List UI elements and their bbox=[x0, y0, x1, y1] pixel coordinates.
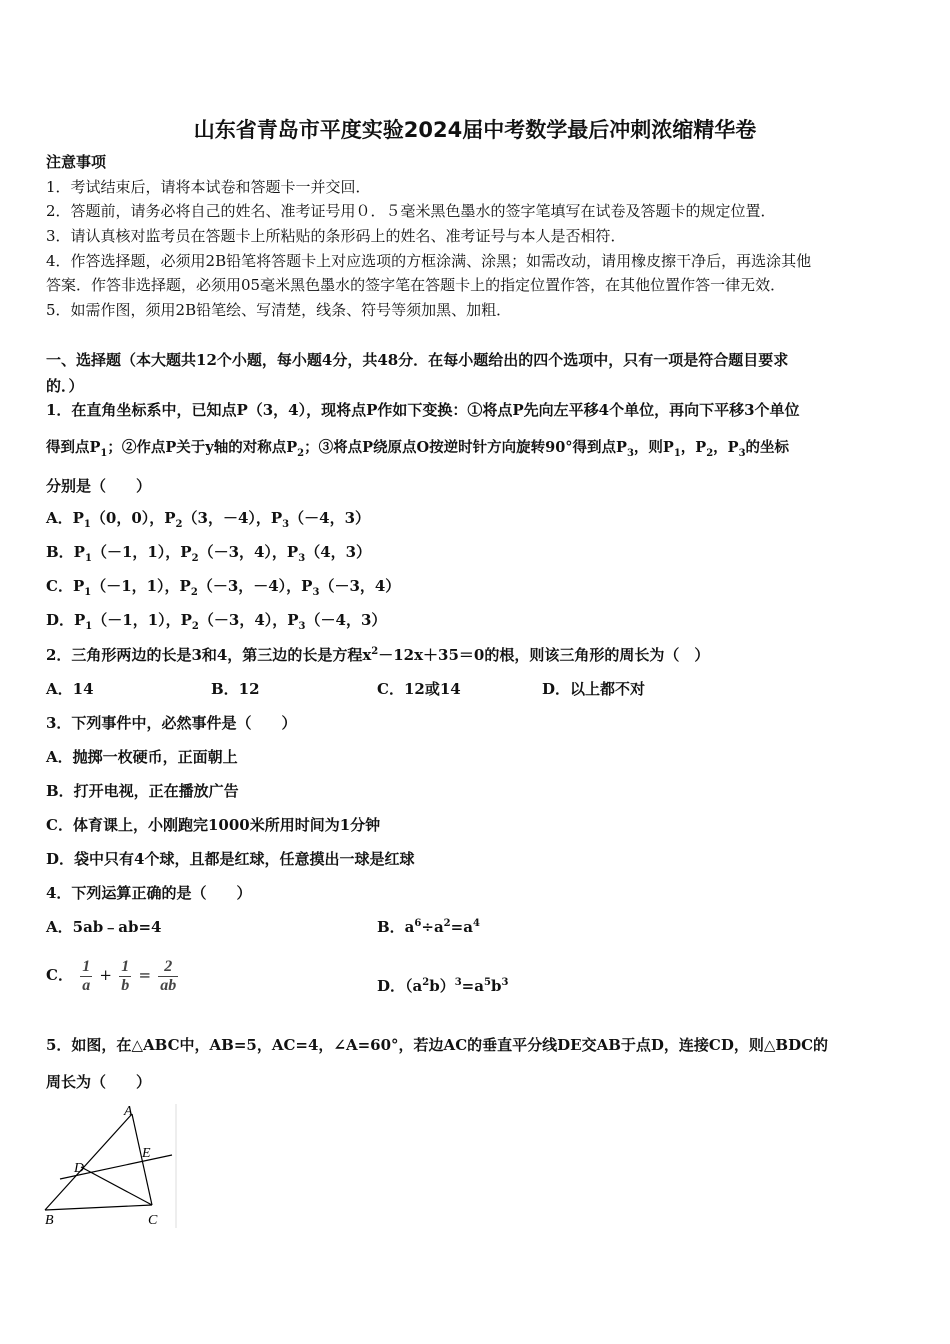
fraction-1-over-a: $\frac{1}{a}$ bbox=[82, 957, 91, 994]
q4-option-a: A．5ab﹣ab=4 bbox=[46, 918, 162, 936]
q2-option-a: A．14 bbox=[46, 680, 94, 698]
section-header-cont: 的．） bbox=[46, 377, 84, 395]
q2-option-c: C．12或14 bbox=[377, 680, 461, 698]
q4-option-d: D．$(a^2b)^3=a^5b^3$ bbox=[377, 977, 509, 995]
q1-stem-line2: 得到点$P_1$；②作点P关于y轴的对称点$P_2$；③将点P绕原点O按逆时针方向旋转90°得到点$P_3$，则$P_1$，$P_2$，$P_3$的坐标 bbox=[46, 439, 790, 459]
triangle-figure bbox=[44, 1104, 180, 1228]
q5-stem-line2: 周长为（ ） bbox=[46, 1073, 152, 1091]
label-d: D bbox=[74, 1161, 85, 1176]
q4-option-b: B．$a^6\div a^2=a^4$ bbox=[377, 918, 480, 936]
label-b: B bbox=[45, 1213, 54, 1228]
notice-item-5: 5．如需作图，须用2B铅笔绘、写清楚，线条、符号等须加黑、加粗． bbox=[46, 301, 512, 319]
label-c: C bbox=[148, 1213, 158, 1228]
segment-ab bbox=[45, 1114, 132, 1210]
section-header: 一、选择题（本大题共12个小题，每小题4分，共48分．在每小题给出的四个选项中，只有一项是符合题目要求 bbox=[46, 351, 789, 369]
q1-option-a: A．$P_1(0$，0），$P_2(3$，－4），$P_3(-4$，3） bbox=[46, 509, 371, 530]
notice-item-4: 4．作答选择题，必须用2B铅笔将答题卡上对应选项的方框涂满、涂黑；如需改动，请用橡皮擦干净后，再选涂其他 bbox=[46, 252, 812, 270]
segment-cd bbox=[81, 1167, 152, 1205]
q3-option-c: C．体育课上，小刚跑完1000米所用时间为1分钟 bbox=[46, 816, 381, 834]
notice-item-4-cont: 答案．作答非选择题，必须用05毫米黑色墨水的签字笔在答题卡上的指定位置作答，在其他位置作答一律无效． bbox=[46, 276, 786, 294]
q3-stem: 3．下列事件中，必然事件是（ ） bbox=[46, 714, 297, 732]
label-e: E bbox=[142, 1146, 151, 1161]
q3-option-d: D．袋中只有4个球，且都是红球，任意摸出一球是红球 bbox=[46, 850, 415, 868]
q2-stem: 2．三角形两边的长是3和4，第三边的长是方程$x^2-12x+35=0$的根，则该三角形的周长为（ ） bbox=[46, 646, 710, 664]
q3-option-b: B．打开电视，正在播放广告 bbox=[46, 782, 239, 800]
q2-option-b: B．12 bbox=[211, 680, 260, 698]
q5-stem-line1: 5．如图，在△ABC中，AB=5，AC=4，∠A=60°，若边AC的垂直平分线DE交AB于点D，连接CD，则△BDC的 bbox=[46, 1036, 829, 1054]
segment-bc bbox=[45, 1205, 152, 1210]
label-a: A bbox=[124, 1104, 133, 1119]
q3-option-a: A．抛掷一枚硬币，正面朝上 bbox=[46, 748, 238, 766]
notice-item-3: 3．请认真核对监考员在答题卡上所粘贴的条形码上的姓名、准考证号与本人是否相符． bbox=[46, 227, 626, 245]
fraction-2-over-ab: $\frac{2}{ab}$ bbox=[160, 957, 177, 994]
q1-option-d: D．$P_1(-1$，1），$P_2(-3$，4），$P_3(-4$，3） bbox=[46, 611, 387, 632]
q4-option-c: C． $\frac{1}{a}$ + $\frac{1}{b}$ = $\frac{2}{ab}$ bbox=[46, 957, 177, 994]
notice-item-2: 2．答题前，请务必将自己的姓名、准考证号用０．５毫米黑色墨水的签字笔填写在试卷及答题卡的规定位置． bbox=[46, 202, 776, 220]
fraction-1-over-b: $\frac{1}{b}$ bbox=[121, 957, 130, 994]
notice-item-1: 1．考试结束后，请将本试卷和答题卡一并交回． bbox=[46, 178, 371, 196]
q1-stem-line3: 分别是（ ） bbox=[46, 477, 152, 495]
notice-heading: 注意事项 bbox=[46, 153, 107, 171]
q4-stem: 4．下列运算正确的是（ ） bbox=[46, 884, 252, 902]
page-title: 山东省青岛市平度实验2024届中考数学最后冲刺浓缩精华卷 bbox=[193, 118, 757, 142]
q2-option-d: D．以上都不对 bbox=[542, 680, 646, 698]
q1-option-b: B．$P_1(-1$，1），$P_2(-3$，4），$P_3(4$，3） bbox=[46, 543, 372, 564]
q1-stem-line1: 1．在直角坐标系中，已知点P（3，4），现将点P作如下变换：①将点P先向左平移4个单位，再向下平移3个单位 bbox=[46, 401, 800, 419]
q1-option-c: C．$P_1(-1$，1），$P_2(-3$，－4），$P_3(-3$，4） bbox=[46, 577, 401, 598]
